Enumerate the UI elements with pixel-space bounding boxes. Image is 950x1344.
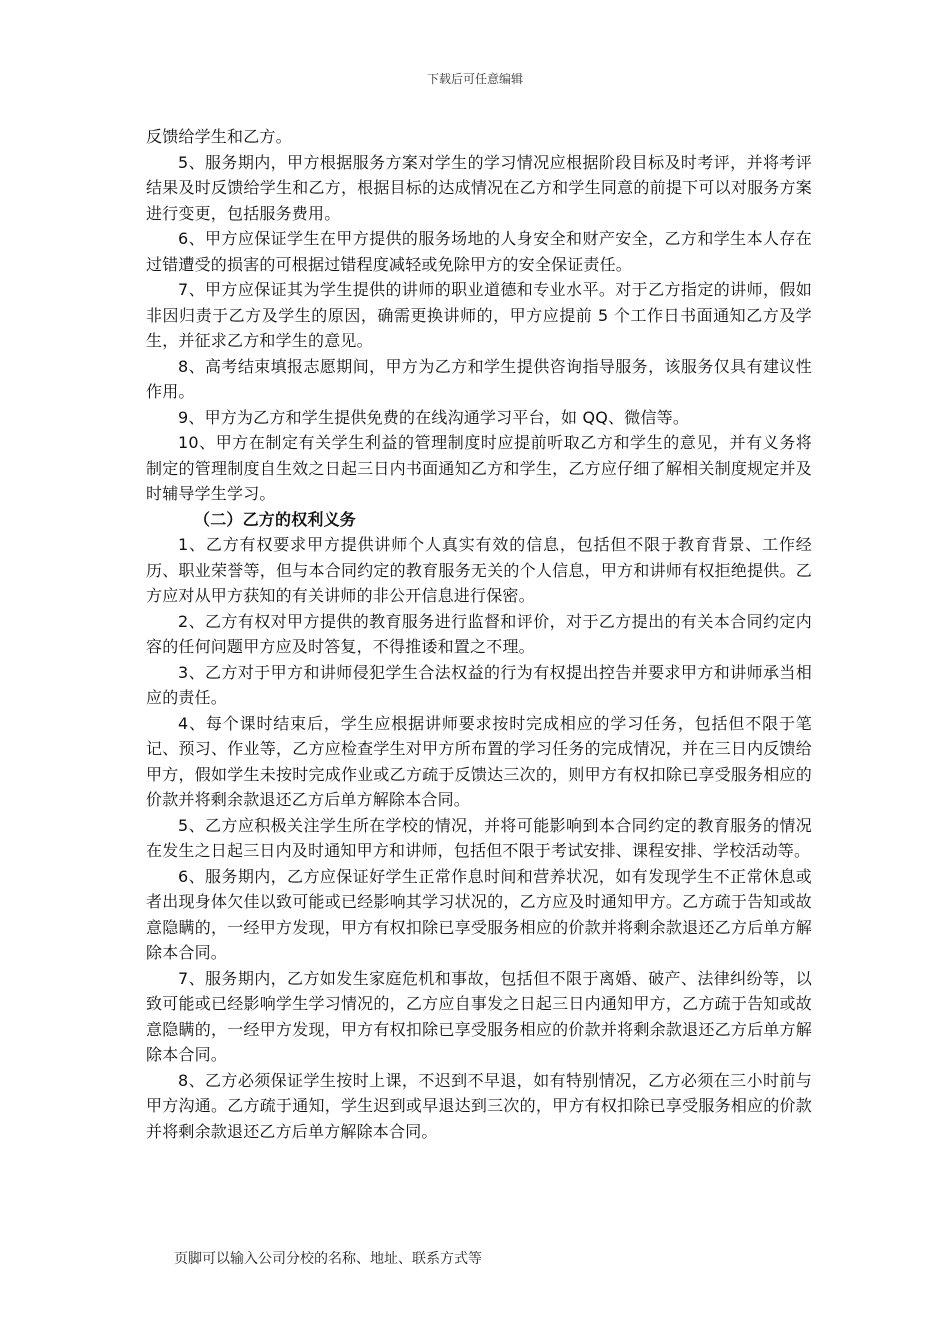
paragraph-b5: 5、乙方应积极关注学生所在学校的情况，并将可能影响到本合同约定的教育服务的情况在发生之日起三日内及时通知甲方和讲师，包括但不限于考试安排、课程安排、学校活动等。 (146, 815, 812, 860)
paragraph-b4: 4、每个课时结束后，学生应根据讲师要求按时完成相应的学习任务，包括但不限于笔记、预习、作业等，乙方应检查学生对甲方所布置的学习任务的完成情况，并在三日内反馈给甲方，假如学生未按时完成作业或乙方疏于反馈达三次的，则甲方有权扣除已享受服务相应的价款并将剩余款退还乙方后单方解除本合同。 (146, 713, 812, 809)
page-header: 下载后可任意编辑 (426, 72, 523, 86)
page-footer: 页脚可以输入公司分校的名称、地址、联系方式等 (174, 1251, 482, 1267)
section-title: （二）乙方的权利义务 (194, 509, 357, 529)
paragraph-b8: 8、乙方必须保证学生按时上课，不迟到不早退，如有特别情况，乙方必须在三小时前与甲方沟通。乙方疏于通知，学生迟到或早退达到三次的，甲方有权扣除已享受服务相应的价款并将剩余款退还乙方后单方解除本合同。 (146, 1070, 812, 1141)
document-body (146, 124, 812, 1144)
paragraph-a7: 7、甲方应保证其为学生提供的讲师的职业道德和专业水平。对于乙方指定的讲师，假如非因归责于乙方及学生的原因，确需更换讲师的，甲方应提前 5 个工作日书面通知乙方及学生，并征求乙方和学生的意见。 (146, 280, 812, 350)
paragraph-b1: 1、乙方有权要求甲方提供讲师个人真实有效的信息，包括但不限于教育背景、工作经历、职业荣誉等，但与本合同约定的教育服务无关的个人信息，甲方和讲师有权拒绝提供。乙方应对从甲方获知的有关讲师的非公开信息进行保密。 (146, 535, 812, 605)
paragraph-a5: 5、服务期内，甲方根据服务方案对学生的学习情况应根据阶段目标及时考评，并将考评结果及时反馈给学生和乙方，根据目标的达成情况在乙方和学生同意的前提下可以对服务方案进行变更，包括服务费用。 (146, 152, 812, 223)
paragraph-a10: 10、甲方在制定有关学生利益的管理制度时应提前听取乙方和学生的意见，并有义务将制定的管理制度自生效之日起三日内书面通知乙方和学生，乙方应仔细了解相关制度规定并及时辅导学生学习。 (146, 433, 812, 503)
paragraph-b6: 6、服务期内，乙方应保证好学生正常作息时间和营养状况，如有发现学生不正常休息或者出现身体欠佳以致可能或已经影响其学习状况的，乙方应及时通知甲方。乙方疏于告知或故意隐瞒的，一经甲方发现，甲方有权扣除已享受服务相应的价款并将剩余款退还乙方后单方解除本合同。 (146, 866, 812, 962)
paragraph-b2: 2、乙方有权对甲方提供的教育服务进行监督和评价，对于乙方提出的有关本合同约定内容的任何问题甲方应及时答复，不得推诿和置之不理。 (146, 611, 812, 656)
paragraph-a6: 6、甲方应保证学生在甲方提供的服务场地的人身安全和财产安全，乙方和学生本人存在过错遭受的损害的可根据过错程度减轻或免除甲方的安全保证责任。 (146, 229, 812, 274)
paragraph-a9: 9、甲方为乙方和学生提供免费的在线沟通学习平台，如 QQ、微信等。 (178, 407, 690, 427)
paragraph-a8: 8、高考结束填报志愿期间，甲方为乙方和学生提供咨询指导服务，该服务仅具有建议性作用。 (146, 356, 812, 401)
paragraph-continuation: 反馈给学生和乙方。 (146, 127, 292, 146)
paragraph-b7: 7、服务期内，乙方如发生家庭危机和事故，包括但不限于离婚、破产、法律纠纷等，以致可能或已经影响学生学习情况的，乙方应自事发之日起三日内通知甲方，乙方疏于告知或故意隐瞒的，一经甲方发现，甲方有权扣除已享受服务相应的价款并将剩余款退还乙方后单方解除本合同。 (146, 968, 812, 1064)
paragraph-b3: 3、乙方对于甲方和讲师侵犯学生合法权益的行为有权提出控告并要求甲方和讲师承当相应的责任。 (146, 662, 812, 707)
